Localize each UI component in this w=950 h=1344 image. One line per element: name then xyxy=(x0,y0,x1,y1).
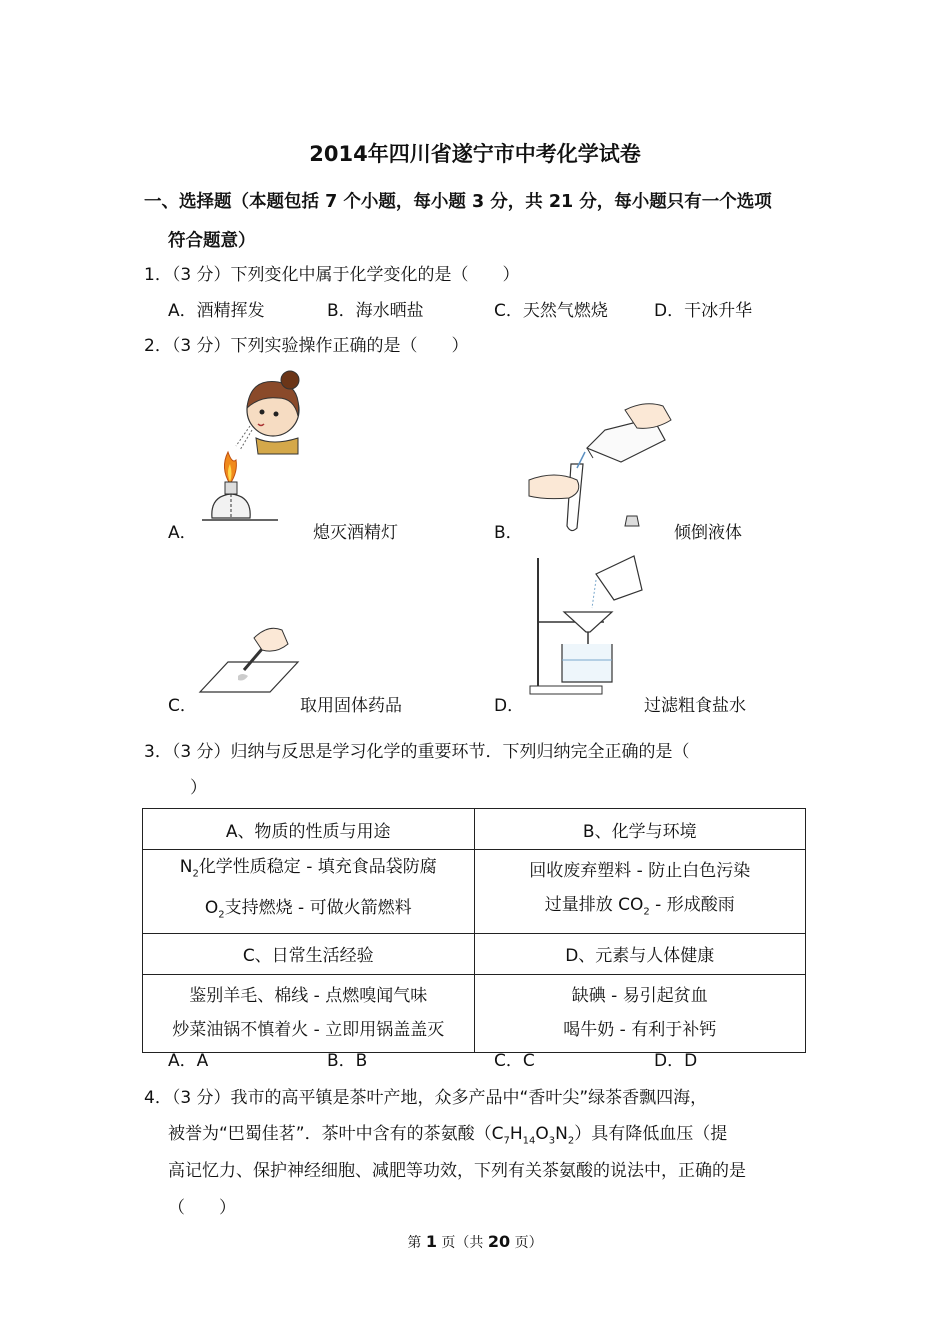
filtering-icon xyxy=(526,550,646,696)
cell-b-head: B、化学与环境 xyxy=(474,809,806,850)
summary-table xyxy=(142,808,806,1053)
question-3-stem-cont: ） xyxy=(190,778,207,798)
q2-option-c-letter[interactable]: C． xyxy=(168,696,197,716)
cell-d-body: 缺碘 - 易引起贫血 喝牛奶 - 有利于补钙 xyxy=(474,974,806,1052)
q3-option-d[interactable]: D．D xyxy=(654,1051,698,1071)
q2-option-b-caption: 倾倒液体 xyxy=(674,523,742,543)
q2-option-a-letter[interactable]: A． xyxy=(168,523,197,543)
cell-a-body: $N_2$化学性质稳定 - 填充食品袋防腐 $O_2$支持燃烧 - 可做火箭燃料 xyxy=(143,850,475,934)
q2-option-d-letter[interactable]: D． xyxy=(494,696,525,716)
q3-option-c[interactable]: C．C xyxy=(494,1051,535,1071)
alcohol-lamp-blowing-icon xyxy=(198,368,323,536)
q1-option-d[interactable]: D．干冰升华 xyxy=(654,301,753,321)
page-title: 2014年四川省遂宁市中考化学试卷 xyxy=(309,142,641,166)
pouring-liquid-icon xyxy=(525,400,675,532)
q1-option-a[interactable]: A．酒精挥发 xyxy=(168,301,265,321)
q2-option-a-caption: 熄灭酒精灯 xyxy=(313,523,398,543)
question-4-stem-line4: （ ） xyxy=(168,1198,236,1218)
q3-option-b[interactable]: B．B xyxy=(327,1051,368,1071)
q3-option-a[interactable]: A．A xyxy=(168,1051,209,1071)
q2-option-d-caption: 过滤粗食盐水 xyxy=(644,696,746,716)
cell-d-head: D、元素与人体健康 xyxy=(474,933,806,974)
question-4-stem: 4．（3 分）我市的高平镇是茶叶产地，众多产品中“香叶尖”绿茶香飘四海， xyxy=(144,1088,708,1108)
q2-option-b-letter[interactable]: B． xyxy=(494,523,523,543)
page-footer: 第 1 页（共 20 页） xyxy=(407,1232,543,1251)
section-heading-cont: 符合题意） xyxy=(168,231,256,251)
question-4-stem-line2: 被誉为“巴蜀佳茗”．茶叶中含有的茶氨酸$(C_7H_{14}O_3N_2)$具有降低血压（提 xyxy=(168,1124,728,1147)
question-4-stem-line3: 高记忆力、保护神经细胞、减肥等功效，下列有关茶氨酸的说法中，正确的是 xyxy=(168,1161,746,1181)
section-heading: 一、选择题（本题包括 7 个小题，每小题 3 分，共 21 分，每小题只有一个选项 xyxy=(144,192,772,212)
q1-option-c[interactable]: C．天然气燃烧 xyxy=(494,301,608,321)
q1-option-b[interactable]: B．海水晒盐 xyxy=(327,301,424,321)
taking-solid-icon xyxy=(198,624,298,696)
q2-option-c-caption: 取用固体药品 xyxy=(300,696,402,716)
cell-a-head: A、物质的性质与用途 xyxy=(143,809,475,850)
question-1-stem: 1．（3 分）下列变化中属于化学变化的是（ ） xyxy=(144,265,520,285)
cell-c-body: 鉴别羊毛、棉线 - 点燃嗅闻气味 炒菜油锅不慎着火 - 立即用锅盖盖灭 xyxy=(143,974,475,1052)
cell-b-body: 回收废弃塑料 - 防止白色污染 过量排放 $CO_2$ - 形成酸雨 xyxy=(474,850,806,934)
question-3-stem: 3．（3 分）归纳与反思是学习化学的重要环节．下列归纳完全正确的是（ xyxy=(144,742,690,762)
question-2-stem: 2．（3 分）下列实验操作正确的是（ ） xyxy=(144,336,469,356)
cell-c-head: C、日常生活经验 xyxy=(143,933,475,974)
